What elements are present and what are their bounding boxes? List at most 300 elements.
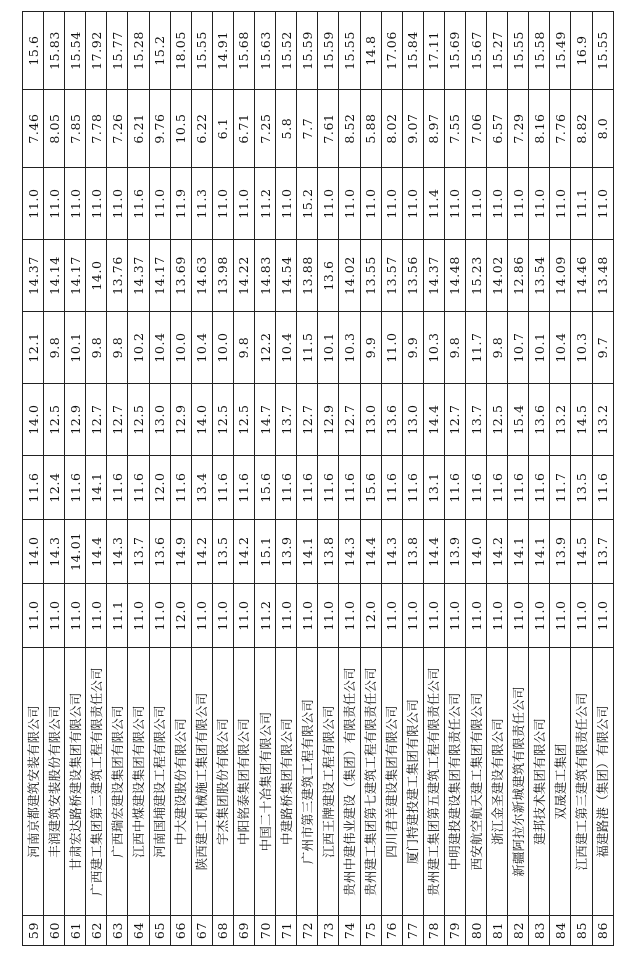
value-cell: 13.0 (360, 384, 381, 456)
value-cell: 13.9 (550, 520, 571, 584)
value-cell: 7.29 (508, 90, 529, 168)
value-cell: 14.17 (149, 240, 170, 312)
value-cell: 14.3 (381, 520, 402, 584)
value-cell: 12.1 (23, 312, 44, 384)
value-cell: 15.23 (465, 240, 486, 312)
value-cell: 13.7 (276, 384, 297, 456)
table-row (423, 12, 444, 946)
table-row (23, 12, 44, 946)
value-cell: 14.8 (360, 12, 381, 90)
value-cell: 11.0 (107, 168, 128, 240)
value-cell: 12.5 (212, 384, 233, 456)
value-cell: 10.2 (128, 312, 149, 384)
value-cell: 11.6 (233, 456, 254, 520)
value-cell: 11.0 (381, 312, 402, 384)
value-cell: 15.4 (508, 384, 529, 456)
value-cell: 11.6 (402, 456, 423, 520)
company-name-cell: 中国二十冶集团有限公司 (255, 648, 276, 916)
value-cell: 14.22 (233, 240, 254, 312)
value-cell: 10.4 (550, 312, 571, 384)
table-row (212, 12, 233, 946)
value-cell: 14.09 (550, 240, 571, 312)
value-cell: 13.6 (318, 240, 339, 312)
value-cell: 14.1 (508, 520, 529, 584)
value-cell: 10.0 (170, 312, 191, 384)
value-cell: 12.0 (149, 456, 170, 520)
row-number-cell: 67 (191, 916, 212, 946)
value-cell: 11.0 (276, 584, 297, 648)
value-cell: 12.7 (107, 384, 128, 456)
value-cell: 15.27 (487, 12, 508, 90)
value-cell: 15.63 (255, 12, 276, 90)
company-name-cell: 中明建投建设集团有限责任公司 (444, 648, 465, 916)
company-name-cell: 中建路桥集团有限公司 (276, 648, 297, 916)
company-name-cell: 福建路港（集团）有限公司 (592, 648, 613, 916)
value-cell: 11.0 (465, 584, 486, 648)
value-cell: 11.0 (149, 168, 170, 240)
value-cell: 10.3 (571, 312, 592, 384)
table-row (465, 12, 486, 946)
value-cell: 10.4 (149, 312, 170, 384)
value-cell: 14.0 (23, 520, 44, 584)
value-cell: 10.1 (529, 312, 550, 384)
value-cell: 10.4 (276, 312, 297, 384)
company-name-cell: 广西瑞宏建设集团有限公司 (107, 648, 128, 916)
value-cell: 15.58 (529, 12, 550, 90)
value-cell: 11.0 (276, 168, 297, 240)
value-cell: 10.5 (170, 90, 191, 168)
value-cell: 8.16 (529, 90, 550, 168)
row-number-cell: 86 (592, 916, 613, 946)
table-row (276, 12, 297, 946)
value-cell: 11.6 (297, 456, 318, 520)
table-row (550, 12, 571, 946)
company-name-cell: 江西建工第三建筑有限责任公司 (571, 648, 592, 916)
value-cell: 11.0 (297, 584, 318, 648)
value-cell: 10.4 (191, 312, 212, 384)
value-cell: 13.76 (107, 240, 128, 312)
row-number-cell: 68 (212, 916, 233, 946)
data-table (22, 11, 614, 946)
value-cell: 11.6 (128, 168, 149, 240)
value-cell: 15.55 (508, 12, 529, 90)
value-cell: 13.7 (465, 384, 486, 456)
value-cell: 12.7 (444, 384, 465, 456)
value-cell: 9.9 (402, 312, 423, 384)
value-cell: 9.7 (592, 312, 613, 384)
row-number-cell: 82 (508, 916, 529, 946)
value-cell: 13.2 (592, 384, 613, 456)
row-number-cell: 74 (339, 916, 360, 946)
company-name-cell: 西安航空航天建工集团有限公司 (465, 648, 486, 916)
row-number-cell: 62 (86, 916, 107, 946)
value-cell: 11.6 (339, 456, 360, 520)
row-number-cell: 85 (571, 916, 592, 946)
value-cell: 14.0 (465, 520, 486, 584)
value-cell: 8.97 (423, 90, 444, 168)
value-cell: 11.3 (191, 168, 212, 240)
value-cell: 11.0 (233, 168, 254, 240)
company-name-cell: 丰润建筑安装股份有限公司 (44, 648, 65, 916)
value-cell: 10.3 (339, 312, 360, 384)
value-cell: 14.7 (255, 384, 276, 456)
value-cell: 11.6 (592, 456, 613, 520)
value-cell: 13.0 (149, 384, 170, 456)
value-cell: 14.5 (571, 384, 592, 456)
value-cell: 11.0 (571, 584, 592, 648)
value-cell: 6.22 (191, 90, 212, 168)
value-cell: 11.0 (487, 168, 508, 240)
value-cell: 14.37 (423, 240, 444, 312)
value-cell: 13.5 (212, 520, 233, 584)
value-cell: 14.02 (339, 240, 360, 312)
value-cell: 13.69 (170, 240, 191, 312)
value-cell: 15.6 (23, 12, 44, 90)
value-cell: 13.6 (149, 520, 170, 584)
value-cell: 10.0 (212, 312, 233, 384)
row-number-cell: 83 (529, 916, 550, 946)
value-cell: 14.0 (191, 384, 212, 456)
row-number-cell: 60 (44, 916, 65, 946)
value-cell: 13.6 (381, 384, 402, 456)
value-cell: 14.2 (233, 520, 254, 584)
value-cell: 11.0 (550, 584, 571, 648)
value-cell: 13.55 (360, 240, 381, 312)
row-number-cell: 59 (23, 916, 44, 946)
value-cell: 17.92 (86, 12, 107, 90)
table-row (381, 12, 402, 946)
value-cell: 10.7 (508, 312, 529, 384)
value-cell: 14.0 (23, 384, 44, 456)
value-cell: 14.48 (444, 240, 465, 312)
table-row (191, 12, 212, 946)
table-row (233, 12, 254, 946)
row-number-cell: 75 (360, 916, 381, 946)
company-name-cell: 宇杰集团股份有限公司 (212, 648, 233, 916)
company-name-cell: 陕西建工机械施工集团有限公司 (191, 648, 212, 916)
value-cell: 18.05 (170, 12, 191, 90)
value-cell: 11.0 (423, 584, 444, 648)
value-cell: 13.9 (444, 520, 465, 584)
value-cell: 15.49 (550, 12, 571, 90)
value-cell: 7.85 (65, 90, 86, 168)
row-number-cell: 76 (381, 916, 402, 946)
value-cell: 11.6 (465, 456, 486, 520)
value-cell: 11.6 (212, 456, 233, 520)
value-cell: 11.0 (23, 168, 44, 240)
row-number-cell: 80 (465, 916, 486, 946)
value-cell: 12.5 (128, 384, 149, 456)
table-row (571, 12, 592, 946)
value-cell: 14.9 (170, 520, 191, 584)
value-cell: 12.0 (360, 584, 381, 648)
row-number-cell: 81 (487, 916, 508, 946)
value-cell: 14.0 (86, 240, 107, 312)
value-cell: 14.2 (487, 520, 508, 584)
table-row (255, 12, 276, 946)
value-cell: 14.01 (65, 520, 86, 584)
value-cell: 11.0 (149, 584, 170, 648)
company-name-cell: 广州市第三建筑工程有限公司 (297, 648, 318, 916)
value-cell: 7.25 (255, 90, 276, 168)
value-cell: 15.69 (444, 12, 465, 90)
value-cell: 11.0 (529, 584, 550, 648)
value-cell: 13.98 (212, 240, 233, 312)
table-row (339, 12, 360, 946)
table-row (170, 12, 191, 946)
value-cell: 8.0 (592, 90, 613, 168)
value-cell: 13.9 (276, 520, 297, 584)
value-cell: 14.3 (44, 520, 65, 584)
row-number-cell: 79 (444, 916, 465, 946)
value-cell: 11.0 (23, 584, 44, 648)
value-cell: 7.7 (297, 90, 318, 168)
table-row (65, 12, 86, 946)
table-row (592, 12, 613, 946)
value-cell: 8.82 (571, 90, 592, 168)
table-row (318, 12, 339, 946)
row-number-cell: 77 (402, 916, 423, 946)
value-cell: 11.0 (465, 168, 486, 240)
value-cell: 11.5 (297, 312, 318, 384)
value-cell: 11.0 (65, 584, 86, 648)
row-number-cell: 71 (276, 916, 297, 946)
company-name-cell: 江西王牌建设工程有限公司 (318, 648, 339, 916)
value-cell: 15.52 (276, 12, 297, 90)
value-cell: 9.9 (360, 312, 381, 384)
value-cell: 14.5 (571, 520, 592, 584)
value-cell: 15.59 (318, 12, 339, 90)
company-name-cell: 双晟建工集团 (550, 648, 571, 916)
value-cell: 9.8 (107, 312, 128, 384)
value-cell: 12.7 (297, 384, 318, 456)
row-number-cell: 78 (423, 916, 444, 946)
value-cell: 14.4 (86, 520, 107, 584)
value-cell: 11.0 (44, 584, 65, 648)
value-cell: 13.54 (529, 240, 550, 312)
value-cell: 11.0 (360, 168, 381, 240)
value-cell: 14.83 (255, 240, 276, 312)
value-cell: 15.55 (191, 12, 212, 90)
company-name-cell: 广西建工集团第二建筑工程有限责任公司 (86, 648, 107, 916)
value-cell: 7.06 (465, 90, 486, 168)
value-cell: 9.76 (149, 90, 170, 168)
value-cell: 10.1 (65, 312, 86, 384)
value-cell: 14.91 (212, 12, 233, 90)
table-row (508, 12, 529, 946)
value-cell: 12.7 (86, 384, 107, 456)
table-row (297, 12, 318, 946)
value-cell: 14.14 (44, 240, 65, 312)
value-cell: 11.7 (465, 312, 486, 384)
value-cell: 13.1 (423, 456, 444, 520)
value-cell: 11.2 (255, 168, 276, 240)
value-cell: 6.71 (233, 90, 254, 168)
value-cell: 12.0 (170, 584, 191, 648)
value-cell: 11.6 (65, 456, 86, 520)
value-cell: 15.67 (465, 12, 486, 90)
value-cell: 11.0 (339, 584, 360, 648)
table-row (149, 12, 170, 946)
value-cell: 11.4 (423, 168, 444, 240)
row-number-cell: 61 (65, 916, 86, 946)
value-cell: 12.9 (170, 384, 191, 456)
row-number-cell: 84 (550, 916, 571, 946)
company-name-cell: 甘肃宏达路桥建设集团有限公司 (65, 648, 86, 916)
value-cell: 11.9 (170, 168, 191, 240)
value-cell: 11.6 (23, 456, 44, 520)
value-cell: 11.0 (212, 168, 233, 240)
row-number-cell: 73 (318, 916, 339, 946)
value-cell: 13.88 (297, 240, 318, 312)
value-cell: 8.02 (381, 90, 402, 168)
value-cell: 13.8 (402, 520, 423, 584)
value-cell: 11.0 (86, 584, 107, 648)
value-cell: 6.21 (128, 90, 149, 168)
value-cell: 15.84 (402, 12, 423, 90)
value-cell: 11.0 (381, 168, 402, 240)
value-cell: 14.37 (128, 240, 149, 312)
value-cell: 14.2 (191, 520, 212, 584)
row-number-cell: 63 (107, 916, 128, 946)
value-cell: 14.4 (423, 520, 444, 584)
value-cell: 7.76 (550, 90, 571, 168)
value-cell: 13.0 (402, 384, 423, 456)
company-name-cell: 中大建设股份有限公司 (170, 648, 191, 916)
row-number-cell: 65 (149, 916, 170, 946)
row-number-cell: 72 (297, 916, 318, 946)
value-cell: 11.0 (339, 168, 360, 240)
value-cell: 11.0 (86, 168, 107, 240)
value-cell: 6.57 (487, 90, 508, 168)
value-cell: 5.8 (276, 90, 297, 168)
value-cell: 7.55 (444, 90, 465, 168)
value-cell: 11.0 (65, 168, 86, 240)
company-name-cell: 四川君羊建设集团有限公司 (381, 648, 402, 916)
row-number-cell: 66 (170, 916, 191, 946)
value-cell: 14.1 (297, 520, 318, 584)
company-name-cell: 河南国埔建设工程有限公司 (149, 648, 170, 916)
value-cell: 11.6 (508, 456, 529, 520)
value-cell: 11.0 (402, 584, 423, 648)
value-cell: 14.37 (23, 240, 44, 312)
value-cell: 15.2 (297, 168, 318, 240)
table-row (86, 12, 107, 946)
value-cell: 11.0 (128, 584, 149, 648)
value-cell: 7.61 (318, 90, 339, 168)
value-cell: 5.88 (360, 90, 381, 168)
value-cell: 11.6 (529, 456, 550, 520)
value-cell: 13.7 (592, 520, 613, 584)
value-cell: 14.4 (423, 384, 444, 456)
company-name-cell: 中阳铭泰集团有限公司 (233, 648, 254, 916)
value-cell: 13.48 (592, 240, 613, 312)
value-cell: 14.3 (339, 520, 360, 584)
value-cell: 15.68 (233, 12, 254, 90)
table-row (107, 12, 128, 946)
value-cell: 15.1 (255, 520, 276, 584)
value-cell: 11.0 (318, 584, 339, 648)
value-cell: 6.1 (212, 90, 233, 168)
table-row (402, 12, 423, 946)
value-cell: 9.07 (402, 90, 423, 168)
value-cell: 13.7 (128, 520, 149, 584)
value-cell: 11.6 (128, 456, 149, 520)
value-cell: 11.6 (381, 456, 402, 520)
value-cell: 11.2 (255, 584, 276, 648)
value-cell: 15.2 (149, 12, 170, 90)
table-body (23, 12, 614, 946)
value-cell: 11.0 (444, 584, 465, 648)
company-name-cell: 浙江金圣建设有限公司 (487, 648, 508, 916)
value-cell: 14.17 (65, 240, 86, 312)
value-cell: 12.5 (44, 384, 65, 456)
value-cell: 13.56 (402, 240, 423, 312)
value-cell: 9.8 (444, 312, 465, 384)
value-cell: 13.57 (381, 240, 402, 312)
value-cell: 15.54 (65, 12, 86, 90)
value-cell: 7.78 (86, 90, 107, 168)
value-cell: 11.0 (402, 168, 423, 240)
value-cell: 17.06 (381, 12, 402, 90)
value-cell: 10.1 (318, 312, 339, 384)
value-cell: 11.6 (487, 456, 508, 520)
value-cell: 13.4 (191, 456, 212, 520)
value-cell: 14.1 (529, 520, 550, 584)
value-cell: 14.1 (86, 456, 107, 520)
company-name-cell: 厦门特建投建工集团有限公司 (402, 648, 423, 916)
value-cell: 11.6 (276, 456, 297, 520)
value-cell: 15.59 (297, 12, 318, 90)
company-name-cell: 贵州建工集团第五建筑工程有限责任公司 (423, 648, 444, 916)
value-cell: 11.6 (107, 456, 128, 520)
value-cell: 9.8 (233, 312, 254, 384)
value-cell: 11.0 (191, 584, 212, 648)
value-cell: 15.6 (360, 456, 381, 520)
value-cell: 9.8 (487, 312, 508, 384)
value-cell: 17.11 (423, 12, 444, 90)
company-name-cell: 建邦技术集团有限公司 (529, 648, 550, 916)
value-cell: 14.54 (276, 240, 297, 312)
value-cell: 11.0 (212, 584, 233, 648)
value-cell: 11.0 (592, 584, 613, 648)
company-name-cell: 河南京都建筑安装有限公司 (23, 648, 44, 916)
table-row (529, 12, 550, 946)
value-cell: 15.6 (255, 456, 276, 520)
value-cell: 14.46 (571, 240, 592, 312)
value-cell: 14.3 (107, 520, 128, 584)
value-cell: 10.3 (423, 312, 444, 384)
value-cell: 15.55 (339, 12, 360, 90)
value-cell: 12.7 (339, 384, 360, 456)
value-cell: 14.63 (191, 240, 212, 312)
value-cell: 12.9 (318, 384, 339, 456)
row-number-cell: 70 (255, 916, 276, 946)
value-cell: 11.7 (550, 456, 571, 520)
value-cell: 12.4 (44, 456, 65, 520)
value-cell: 11.0 (444, 168, 465, 240)
value-cell: 11.0 (508, 584, 529, 648)
company-name-cell: 贵州中建伟业建设（集团）有限责任公司 (339, 648, 360, 916)
value-cell: 11.0 (233, 584, 254, 648)
row-number-cell: 69 (233, 916, 254, 946)
value-cell: 12.5 (487, 384, 508, 456)
value-cell: 11.0 (487, 584, 508, 648)
value-cell: 9.8 (44, 312, 65, 384)
value-cell: 11.6 (170, 456, 191, 520)
value-cell: 11.6 (318, 456, 339, 520)
value-cell: 15.28 (128, 12, 149, 90)
